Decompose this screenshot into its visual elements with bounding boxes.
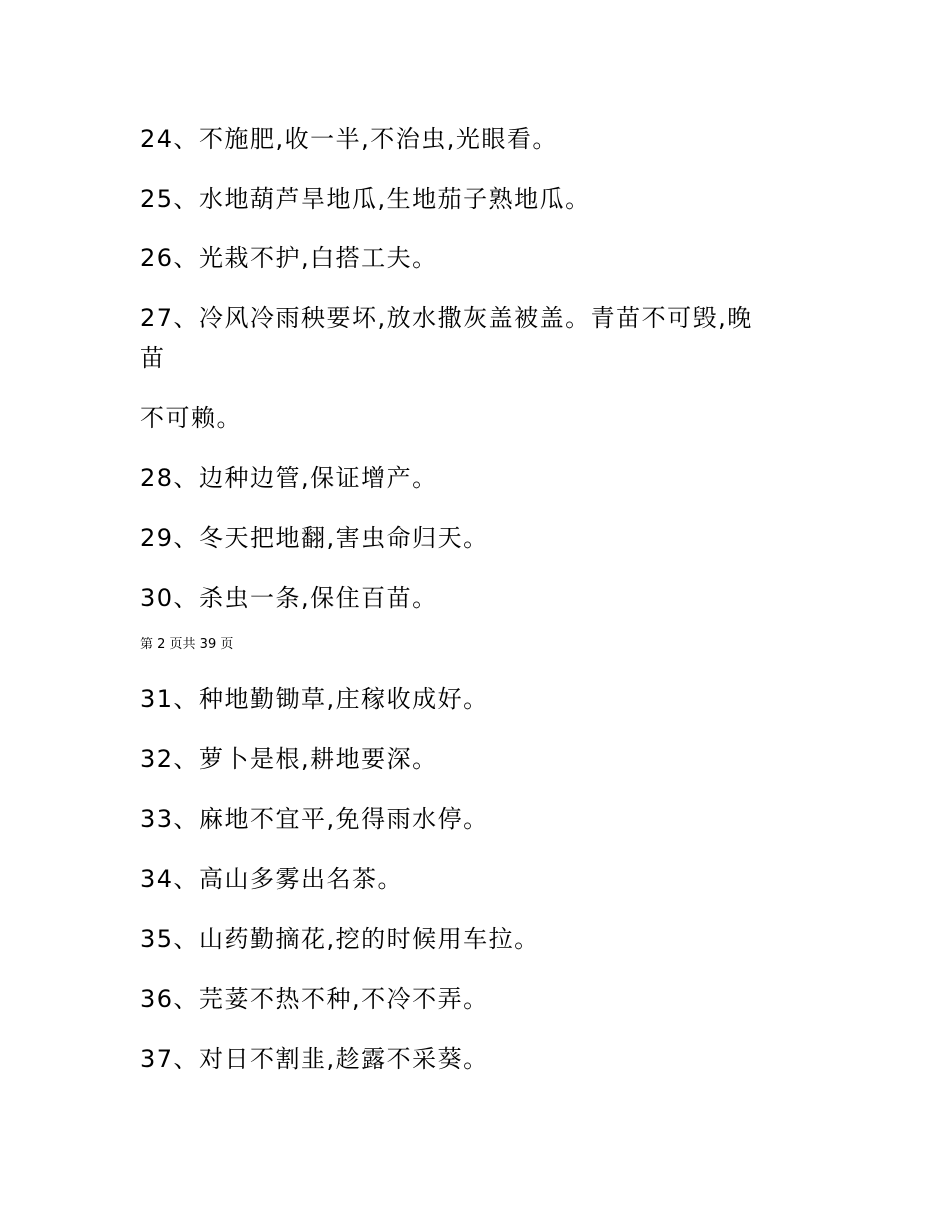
page-number-footer: 第 2 页共 39 页 bbox=[140, 637, 234, 652]
text-line: 34、高山多雾出名茶。 bbox=[140, 865, 404, 893]
text-line: 30、杀虫一条,保住百苗。 bbox=[140, 584, 438, 612]
text-line: 31、种地勤锄草,庄稼收成好。 bbox=[140, 685, 489, 713]
text-line: 28、边种边管,保证增产。 bbox=[140, 464, 438, 492]
text-line: 24、不施肥,收一半,不治虫,光眼看。 bbox=[140, 125, 558, 153]
text-line: 37、对日不割韭,趁露不采葵。 bbox=[140, 1045, 489, 1073]
text-line: 35、山药勤摘花,挖的时候用车拉。 bbox=[140, 925, 540, 953]
text-line: 25、水地葫芦旱地瓜,生地茄子熟地瓜。 bbox=[140, 185, 591, 213]
text-line: 36、芫荽不热不种,不冷不弄。 bbox=[140, 985, 489, 1013]
text-line: 苗 bbox=[140, 344, 166, 372]
text-line: 33、麻地不宜平,免得雨水停。 bbox=[140, 805, 489, 833]
text-line: 不可赖。 bbox=[140, 404, 242, 432]
text-line: 27、冷风冷雨秧要坏,放水撒灰盖被盖。青苗不可毁,晚 bbox=[140, 304, 753, 332]
text-line: 26、光栽不护,白搭工夫。 bbox=[140, 244, 438, 272]
text-line: 32、萝卜是根,耕地要深。 bbox=[140, 745, 438, 773]
text-line: 29、冬天把地翻,害虫命归天。 bbox=[140, 524, 489, 552]
